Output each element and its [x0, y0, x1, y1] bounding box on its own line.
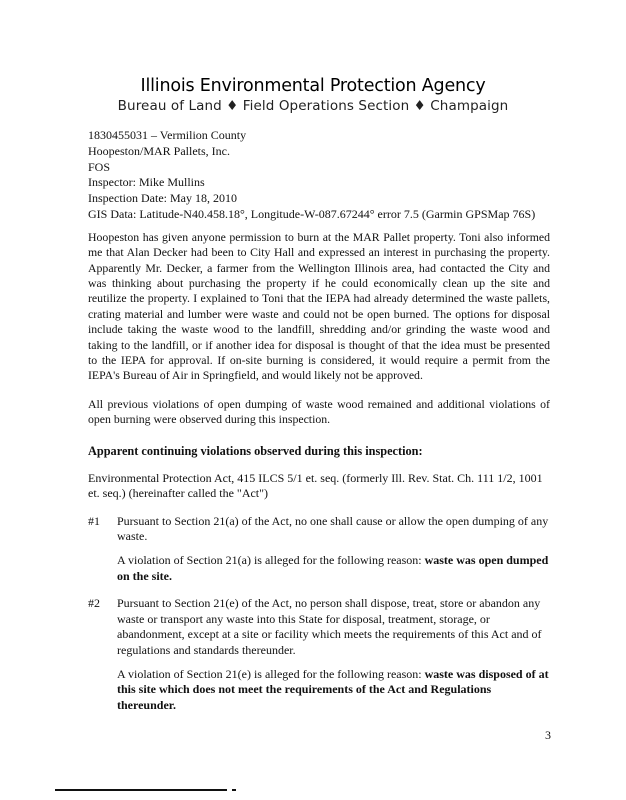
site-id-county: 1830455031 – Vermilion County: [88, 128, 247, 142]
allegation-reason: waste was open dumped on the site.: [117, 553, 549, 583]
allegation-reason: waste was disposed of at this site which does not meet the requirements of the Act and Regulations thereunder.: [117, 666, 549, 712]
violation-2-allegation: [117, 667, 550, 714]
agency-title: Illinois Environmental Protection Agency: [140, 76, 486, 96]
narrative-paragraph-2: All previous violations of open dumping of waste wood remained and additional violations of open burning were observed during this inspection.: [88, 396, 550, 427]
violation-2: [88, 596, 550, 713]
inspection-info-block: [88, 128, 550, 223]
allegation-prefix: A violation of Section 21(e) is alleged for the following reason:: [117, 666, 422, 681]
gis-data: GIS Data: Latitude-N40.458.18°, Longitude-W-087.67244° error 7.5 (Garmin GPSMap 76S): [88, 206, 536, 221]
violation-1-allegation: [117, 553, 550, 584]
inspection-date: Inspection Date: May 18, 2010: [88, 191, 237, 206]
violation-1-statute: Pursuant to Section 21(a) of the Act, no one shall cause or allow the open dumping of any waste.: [117, 513, 549, 544]
document-body: [88, 128, 550, 713]
page-number: 3: [545, 728, 551, 742]
violation-1-body: [117, 514, 550, 584]
footer-rule-mark: [232, 789, 236, 791]
violation-2-body: [117, 596, 550, 713]
narrative-paragraph-1: Hoopeston has given anyone permission to burn at the MAR Pallet property. Toni also informed me that Alan Decker had been to City Hall and expressed an interest in purchasing the property. Apparently Mr. Decker, a farmer from the Wellington Illinois area, had contacted the City and was thinking about purchasing the property if he could economically clean up the site and reutilize the property. I explained to Toni that the IEPA had already determined the waste pallets, crating material and lumber were waste and could not be open burned. The options for disposal include taking the waste wood to the landfill, shredding and/or grinding the waste wood and taking to the landfill, or if another idea for disposal is thought of that the idea must be presented to the IEPA for approval. If on-site burning is considered, it would require a permit from the IEPA's Bureau of Air in Springfield, and would likely not be approved.: [88, 229, 550, 383]
violation-number-2: #2: [88, 596, 100, 611]
violations-heading: Apparent continuing violations observed during this inspection:: [88, 443, 423, 458]
footer-rule: [55, 789, 227, 791]
facility-name: Hoopeston/MAR Pallets, Inc.: [88, 143, 230, 158]
section-code: FOS: [88, 159, 111, 174]
violation-2-statute: Pursuant to Section 21(e) of the Act, no person shall dispose, treat, store or abandon any waste or transport any waste into this State for disposal, treatment, storage, or abandonment, except at a site or facility which meets the requirements of this Act and of regulations and standards thereunder.: [117, 596, 542, 657]
inspector-name: Inspector: Mike Mullins: [88, 175, 205, 190]
violation-number-1: #1: [88, 513, 100, 528]
violation-1: [88, 514, 550, 584]
act-reference: Environmental Protection Act, 415 ILCS 5/1 et. seq. (formerly Ill. Rev. Stat. Ch. 111 1/2, 1001 et. seq.) (hereinafter called the "Act"): [88, 470, 543, 501]
allegation-prefix: A violation of Section 21(a) is alleged for the following reason:: [117, 553, 422, 568]
bureau-subtitle: Bureau of Land ♦ Field Operations Section ♦ Champaign: [117, 98, 509, 114]
